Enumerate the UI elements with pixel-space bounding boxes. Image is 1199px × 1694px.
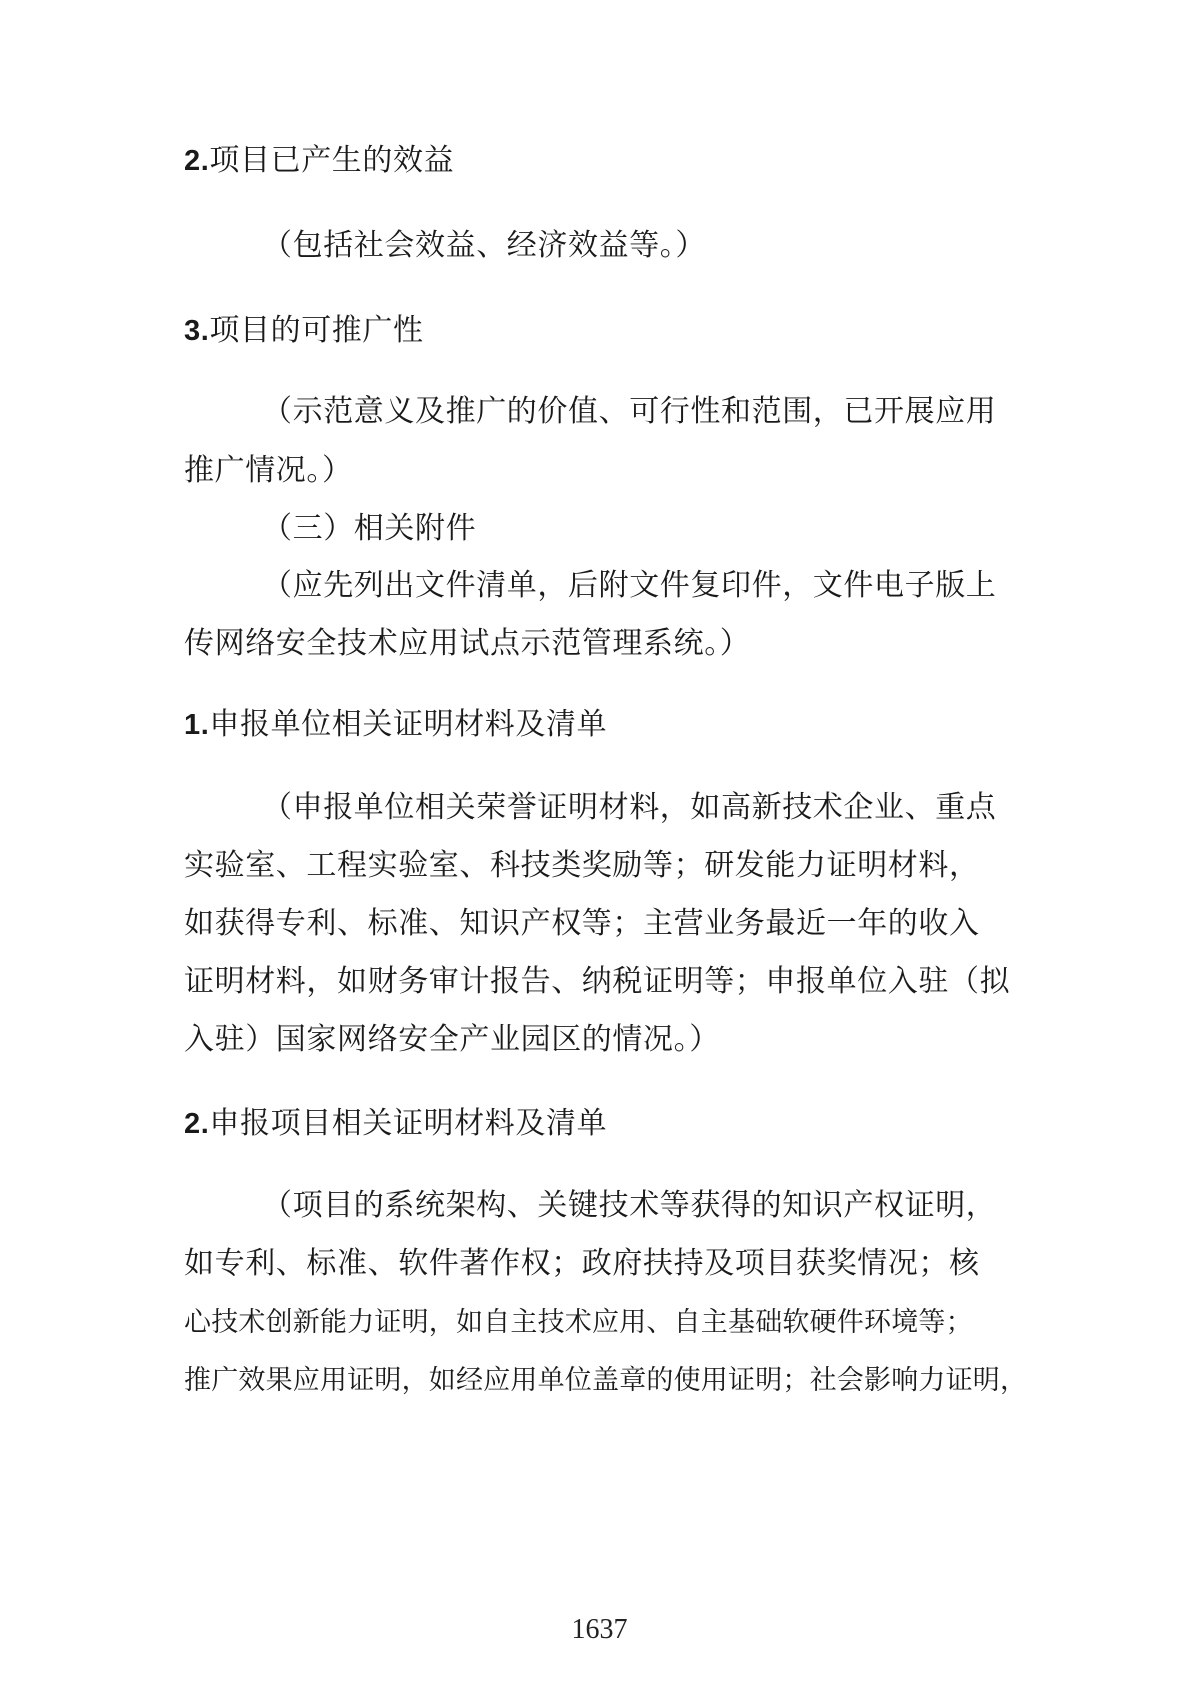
heading-1-unit-materials bbox=[184, 705, 607, 745]
paragraph-promotability-line-2: 推广情况。） bbox=[184, 453, 353, 488]
paragraph-promotability-line-1: （示范意义及推广的价值、可行性和范围，已开展应用 bbox=[262, 394, 997, 429]
heading-number: 1. bbox=[184, 709, 210, 741]
paragraph-unit-materials-line-4: 证明材料，如财务审计报告、纳税证明等；申报单位入驻（拟 bbox=[184, 964, 1011, 999]
heading-text: 项目已产生的效益 bbox=[209, 143, 455, 178]
heading-number: 2. bbox=[184, 145, 210, 177]
heading-text: 项目的可推广性 bbox=[209, 313, 424, 348]
paragraph-project-materials-line-4: 推广效果应用证明，如经应用单位盖章的使用证明；社会影响力证明， bbox=[184, 1365, 1028, 1396]
paragraph-project-materials-line-1: （项目的系统架构、关键技术等获得的知识产权证明， bbox=[262, 1188, 997, 1223]
paragraph-unit-materials-line-3: 如获得专利、标准、知识产权等；主营业务最近一年的收入 bbox=[184, 906, 980, 941]
page-number: 1637 bbox=[571, 1614, 628, 1645]
heading-number: 2. bbox=[184, 1108, 210, 1140]
heading-2-benefits bbox=[184, 141, 454, 181]
heading-3-promotability bbox=[184, 311, 424, 351]
heading-number: 3. bbox=[184, 315, 210, 347]
paragraph-unit-materials-line-5: 入驻）国家网络安全产业园区的情况。） bbox=[184, 1022, 720, 1057]
paragraph-project-materials-line-2: 如专利、标准、软件著作权；政府扶持及项目获奖情况；核 bbox=[184, 1246, 980, 1281]
heading-text: 申报项目相关证明材料及清单 bbox=[209, 1106, 608, 1141]
paragraph-benefits-note: （包括社会效益、经济效益等。） bbox=[262, 228, 706, 263]
paragraph-attachments-line-1: （应先列出文件清单，后附文件复印件，文件电子版上 bbox=[262, 568, 997, 603]
paragraph-attachments-line-2: 传网络安全技术应用试点示范管理系统。） bbox=[184, 626, 751, 661]
paragraph-unit-materials-line-2: 实验室、工程实验室、科技类奖励等；研发能力证明材料， bbox=[184, 848, 980, 883]
paragraph-unit-materials-line-1: （申报单位相关荣誉证明材料，如高新技术企业、重点 bbox=[262, 790, 997, 825]
paragraph-project-materials-line-3: 心技术创新能力证明，如自主技术应用、自主基础软硬件环境等； bbox=[184, 1307, 973, 1338]
heading-2-project-materials bbox=[184, 1104, 607, 1144]
subheading-attachments: （三）相关附件 bbox=[262, 511, 477, 546]
heading-text: 申报单位相关证明材料及清单 bbox=[209, 707, 608, 742]
